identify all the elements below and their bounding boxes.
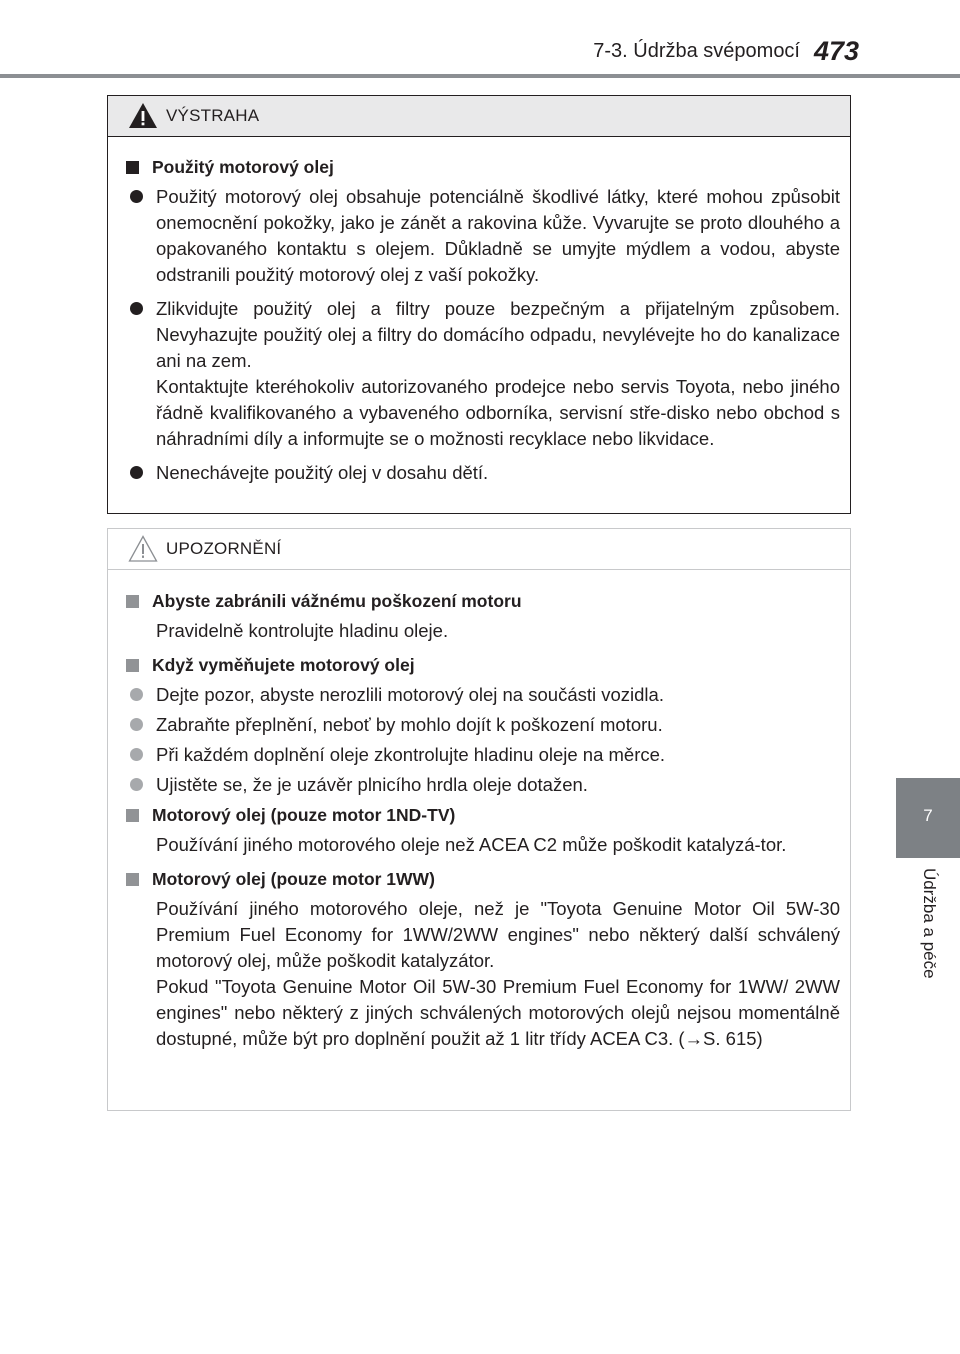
chapter-tab[interactable] [896, 778, 960, 858]
caution-bullet: Zabraňte přeplnění, neboť by mohlo dojít k poškození motoru. [130, 712, 840, 738]
header-rule [0, 74, 960, 78]
warning-triangle-icon [128, 102, 158, 129]
caution-triangle-icon [128, 535, 158, 562]
caution-heading: Když vyměňujete motorový olej [126, 652, 840, 678]
warning-title: VÝSTRAHA [166, 106, 260, 125]
caution-heading: Motorový olej (pouze motor 1WW) [126, 866, 840, 892]
header-section-title: 7-3. Údržba svépomocí [593, 40, 800, 62]
caution-text [130, 896, 840, 1052]
caution-text-part: Používání jiného motorového oleje, než je "Toyota Genuine Motor Oil 5W-30 Premium Fuel Economy for 1WW/2WW engines" nebo některý další schválený motorový olej, může poškodit katalyzátor. [156, 898, 840, 971]
warning-bullet [130, 296, 840, 452]
warning-bullet-continuation: Kontaktujte kteréhokoliv autorizovaného prodejce nebo servis Toyota, nebo jiného řádně kvalifikovaného a vybaveného odborníka, servisní stře-disko nebo obchod s náhradními díly a informujte se o možnosti recyklace nebo likvidace. [156, 376, 840, 449]
caution-title: UPOZORNĚNÍ [166, 539, 282, 558]
caution-box [107, 528, 851, 1111]
warning-bullet-text: Zlikvidujte použitý olej a filtry pouze bezpečným a přijatelným způsobem. Nevyhazujte použitý olej a filtry do domácího odpadu, nevylévejte ho do kanalizace ani na zem. [156, 298, 840, 371]
caution-heading: Abyste zabránili vážnému poškození motoru [126, 588, 840, 614]
caution-text: Používání jiného motorového oleje než ACEA C2 může poškodit katalyzá-tor. [156, 834, 787, 855]
page-number: 473 [814, 36, 860, 66]
warning-bullet: Použitý motorový olej obsahuje potenciálně škodlivé látky, které mohou způsobit onemocnění pokožky, jako je zánět a rakovina kůže. Vyvarujte se proto dlouhého a opakovaného kontaktu s olejem. Důkladně se umyjte mýdlem a vodou, abyste odstranili použitý motorový olej z vaší pokožky. [130, 184, 840, 288]
chapter-number: 7 [923, 806, 933, 825]
caution-text: Pravidelně kontrolujte hladinu oleje. [156, 620, 449, 641]
caution-header [108, 529, 850, 570]
warning-bullet: Nenechávejte použitý olej v dosahu dětí. [130, 460, 840, 486]
caution-bullet: Dejte pozor, abyste nerozlili motorový olej na součásti vozidla. [130, 682, 840, 708]
warning-header [108, 96, 850, 137]
chapter-label [896, 868, 960, 998]
caution-heading: Motorový olej (pouze motor 1ND-TV) [126, 802, 840, 828]
caution-bullet: Ujistěte se, že je uzávěr plnicího hrdla oleje dotažen. [130, 772, 840, 798]
caution-text-part: Pokud "Toyota Genuine Motor Oil 5W-30 Premium Fuel Economy for 1WW/ 2WW engines" nebo některý z jiných schválených motorových olejů nejsou momentálně dostupné, může být pro doplnění použit až 1 litr třídy ACEA C3. (→S. 615) [156, 976, 840, 1049]
caution-bullet: Při každém doplnění oleje zkontrolujte hladinu oleje na měrce. [130, 742, 840, 768]
warning-heading: Použitý motorový olej [126, 154, 840, 180]
chapter-label-text: Údržba a péče [920, 868, 939, 979]
warning-box [107, 95, 851, 514]
